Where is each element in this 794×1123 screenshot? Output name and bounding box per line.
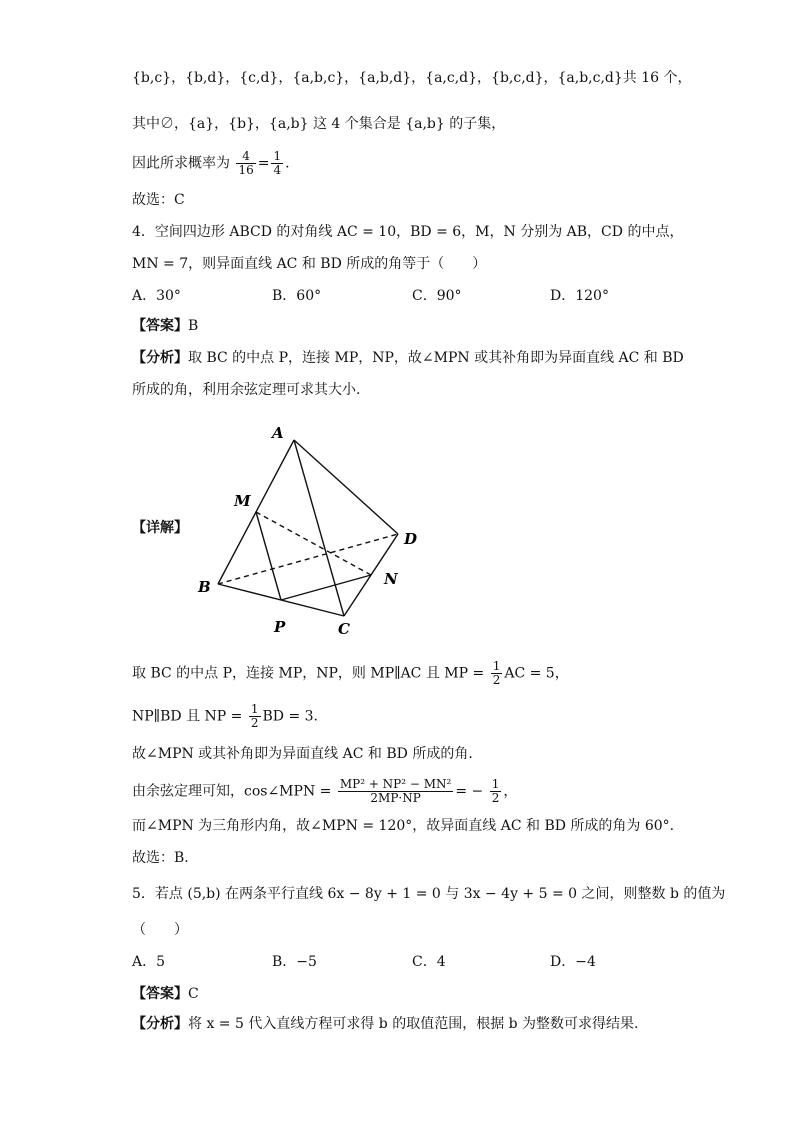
fraction: [271, 150, 283, 177]
detail-line-6: 故选：B.: [132, 850, 189, 866]
question-4-options: [132, 286, 609, 306]
answer-value: C: [188, 986, 199, 1002]
option-c: C．90°: [412, 288, 462, 304]
answer-line: [132, 316, 198, 336]
fraction-denominator: 4: [273, 163, 282, 177]
text-span: = −: [455, 783, 484, 800]
fraction-denominator: 2: [492, 673, 501, 687]
label-b: B: [198, 578, 211, 596]
fraction: [491, 660, 503, 687]
answer-tag: 【答案】: [132, 986, 188, 1002]
detail-line-2: [132, 703, 318, 730]
text-span: NP∥BD 且 NP =: [132, 708, 243, 725]
option-a: A．5: [132, 954, 166, 970]
text-line: {b,c}，{b,d}，{c,d}，{a,b,c}，{a,b,d}，{a,c,d}，{b,c,d}，{a,b,c,d}共 16 个，: [132, 70, 692, 86]
question-5-options: [132, 952, 596, 972]
option-c: C．4: [412, 954, 446, 970]
fraction-denominator: 2MP·NP: [370, 791, 421, 805]
analysis-tag: 【分析】: [132, 1016, 188, 1032]
text-span: 取 BC 的中点 P，连接 MP，NP，则 MP∥AC 且 MP =: [132, 665, 485, 682]
text-line: [132, 150, 290, 177]
fraction-numerator: 1: [491, 777, 500, 791]
question-5-line-1: 5．若点 (5,b) 在两条平行直线 6x − 8y + 1 = 0 与 3x − 4y + 5 = 0 之间，则整数 b 的值为: [132, 886, 726, 902]
fraction-numerator: 4: [236, 150, 255, 164]
label-p: P: [274, 618, 286, 636]
tetrahedron-figure: [190, 420, 430, 640]
fraction: [490, 778, 502, 805]
segment-mn-hidden: [256, 512, 371, 575]
text-line: 其中∅，{a}，{b}，{a,b} 这 4 个集合是 {a,b} 的子集，: [132, 116, 506, 132]
question-5-line-2: （ ）: [132, 922, 188, 938]
answer-line: [132, 984, 199, 1004]
label-a: A: [272, 424, 284, 442]
analysis-line: [132, 1014, 639, 1034]
option-b: B．−5: [272, 954, 317, 970]
detail-line-1: [132, 660, 569, 687]
question-4-line-2: MN = 7，则异面直线 AC 和 BD 所成的角等于（ ）: [132, 256, 487, 272]
text-span: .: [285, 155, 290, 172]
segment-mp: [256, 512, 281, 600]
question-4-line-1: 4．空间四边形 ABCD 的对角线 AC = 10，BD = 6，M，N 分别为 AB，CD 的中点，: [132, 224, 684, 240]
detail-line-5: 而∠MPN 为三角形内角，故∠MPN = 120°，故异面直线 AC 和 BD 所成的角为 60°.: [132, 818, 675, 834]
equals-sign: =: [257, 155, 270, 172]
detail-tag: 【详解】: [132, 520, 188, 536]
edge-ad: [294, 440, 398, 534]
detail-line-3: 故∠MPN 或其补角即为异面直线 AC 和 BD 所成的角.: [132, 746, 473, 762]
option-a: A．30°: [132, 288, 181, 304]
label-c: C: [338, 620, 350, 638]
analysis-text: 取 BC 的中点 P，连接 MP，NP，故∠MPN 或其补角即为异面直线 AC 和 BD: [188, 350, 684, 366]
text-span: 因此所求概率为: [132, 155, 230, 172]
analysis-tag: 【分析】: [132, 350, 188, 366]
fraction: [249, 703, 261, 730]
fraction-denominator: 2: [250, 716, 259, 730]
option-d: D．−4: [550, 954, 596, 970]
option-d: D．120°: [550, 288, 609, 304]
detail-line-4: [132, 778, 517, 805]
answer-tag: 【答案】: [132, 318, 188, 334]
text-span: BD = 3.: [262, 708, 319, 725]
fraction-numerator: 1: [492, 659, 501, 673]
answer-value: B: [188, 318, 199, 334]
fraction-numerator: MP² + NP² − MN²: [339, 777, 452, 791]
label-n: N: [384, 570, 398, 588]
fraction-numerator: 1: [250, 702, 259, 716]
analysis-text: 将 x = 5 代入直线方程可求得 b 的取值范围，根据 b 为整数可求得结果.: [188, 1016, 639, 1032]
option-b: B．60°: [272, 288, 322, 304]
label-m: M: [234, 492, 251, 510]
text-span: AC = 5，: [504, 665, 569, 682]
text-line: 故选：C: [132, 192, 185, 208]
fraction-denominator: 2: [491, 791, 500, 805]
analysis-line-2: 所成的角，利用余弦定理可求其大小.: [132, 382, 361, 398]
fraction-numerator: 1: [273, 149, 282, 163]
edge-bd-hidden: [218, 534, 398, 584]
fraction-denominator: 16: [238, 163, 254, 177]
label-d: D: [404, 530, 418, 548]
analysis-line-1: [132, 348, 684, 368]
fraction: [236, 150, 255, 177]
text-span: ，: [503, 783, 518, 800]
text-span: 由余弦定理可知，cos∠MPN =: [132, 783, 332, 800]
fraction: [338, 778, 454, 805]
